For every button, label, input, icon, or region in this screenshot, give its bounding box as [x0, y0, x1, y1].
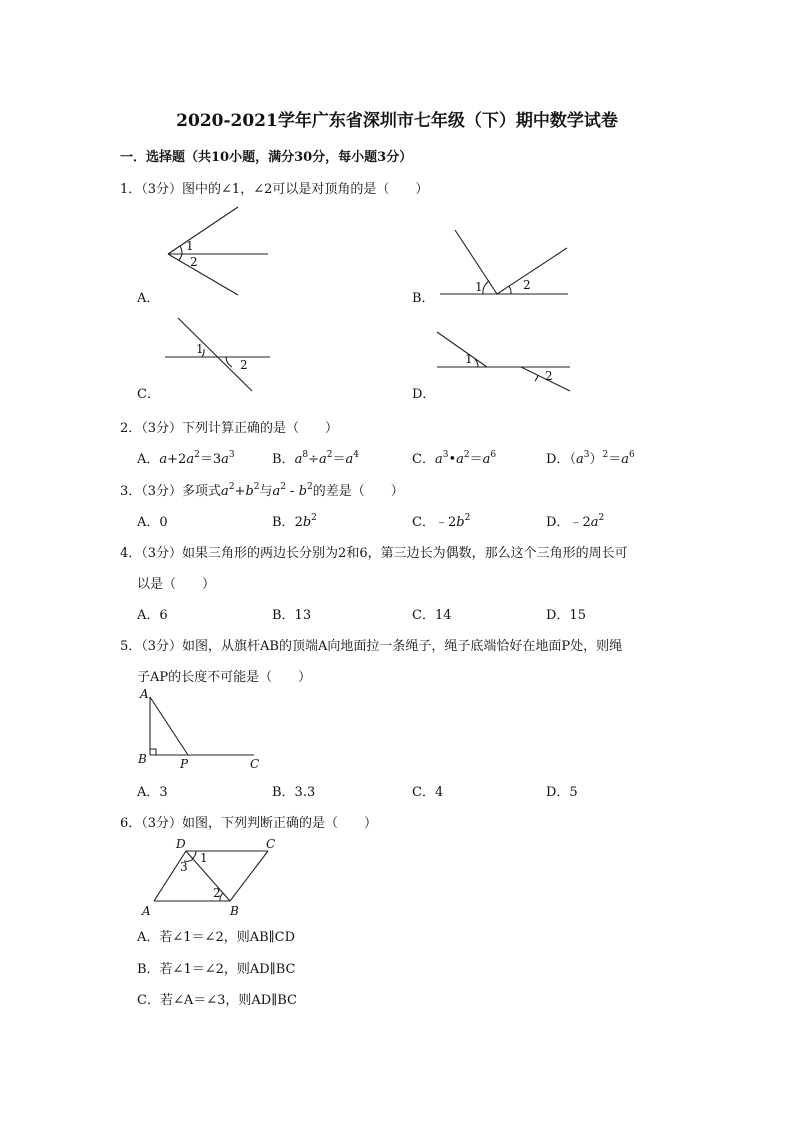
q5-label-c: C	[250, 757, 260, 771]
q1a-angle2: 2	[190, 255, 198, 269]
q5-label-a: A	[140, 687, 149, 701]
section-heading: 一．选择题（共10小题，满分30分，每小题3分）	[120, 150, 413, 165]
q1-stem: 1．（3分）图中的∠1，∠2可以是对顶角的是（ ）	[120, 182, 429, 197]
q1-figure-b	[435, 228, 575, 300]
q6-angle3: 3	[180, 860, 188, 874]
q2-option-a-label: A．	[137, 452, 160, 467]
q6-label-b: B	[230, 904, 239, 918]
q4-stem-line1: 4．（3分）如果三角形的两边长分别为2和6，第三边长为偶数，那么这个三角形的周长可	[120, 546, 628, 561]
q4-option-d[interactable]: D．15	[546, 608, 586, 623]
q6-angle2: 2	[213, 886, 221, 900]
q5-option-d[interactable]: D．5	[546, 785, 578, 800]
q2-option-c[interactable]: C．$a^3•a^2=a^6$	[412, 450, 497, 467]
q3-stem: 3．（3分）多项式$a^2+b^2$与$a^2 - b^2$的差是（ ）	[120, 482, 404, 499]
q1c-angle1: 1	[196, 342, 204, 356]
q3-stem-mid: 与	[259, 484, 273, 499]
q6-label-a: A	[142, 904, 151, 918]
q5-option-a[interactable]: A．3	[137, 785, 168, 800]
q3-option-d-label: D．	[546, 515, 570, 530]
q1-option-c[interactable]: C．	[137, 387, 160, 402]
q1-figure-a	[160, 205, 280, 300]
q6-label-d: D	[176, 837, 186, 851]
q3-stem-prefix: 3．（3分）多项式	[120, 484, 222, 499]
q3-option-b[interactable]: B．$2b^2$	[272, 513, 317, 530]
q1b-angle2: 2	[523, 278, 531, 292]
q4-stem-line2: 以是（ ）	[137, 577, 216, 592]
q6-option-c[interactable]: C．若∠A＝∠3，则AD∥BC	[137, 993, 297, 1008]
q1b-angle1: 1	[475, 280, 483, 294]
q2-option-a[interactable]: A．$a+2a^2=3a^3$	[137, 450, 235, 467]
q2-stem: 2．（3分）下列计算正确的是（ ）	[120, 421, 339, 436]
q5-label-b: B	[138, 752, 147, 766]
q5-label-p: P	[180, 757, 189, 771]
q6-option-b[interactable]: B．若∠1＝∠2，则AD∥BC	[137, 962, 296, 977]
q3-option-d[interactable]: D．$﹣2a^2$	[546, 513, 605, 530]
q2-option-c-label: C．	[412, 452, 435, 467]
q1d-angle1: 1	[465, 352, 473, 366]
q2-option-d-label: D．	[546, 452, 570, 467]
q1-figure-c	[160, 315, 280, 395]
q5-stem-line1: 5．（3分）如图，从旗杆AB的顶端A向地面拉一条绳子，绳子底端恰好在地面P处，则绳	[120, 639, 623, 654]
q5-option-c[interactable]: C．4	[412, 785, 444, 800]
q3-option-a-value: 0	[159, 515, 168, 530]
page-title: 2020-2021学年广东省深圳市七年级（下）期中数学试卷	[176, 111, 618, 131]
q1-option-b[interactable]: B．	[412, 291, 435, 306]
q6-angle1: 1	[200, 851, 208, 865]
q4-option-c[interactable]: C．14	[412, 608, 452, 623]
q5-stem-line2: 子AP的长度不可能是（ ）	[137, 670, 312, 685]
q3-option-c[interactable]: C．$﹣2b^2$	[412, 513, 471, 530]
q6-option-a[interactable]: A．若∠1＝∠2，则AB∥CD	[137, 930, 296, 945]
q1-option-a[interactable]: A．	[137, 291, 160, 306]
q4-option-b[interactable]: B．13	[272, 608, 312, 623]
q6-stem: 6．（3分）如图，下列判断正确的是（ ）	[120, 816, 378, 831]
q2-option-b-label: B．	[272, 452, 295, 467]
q2-option-d[interactable]: D．$(a^3)^2=a^6$	[546, 450, 635, 467]
q6-figure	[140, 835, 290, 917]
q1a-angle1: 1	[186, 239, 194, 253]
q5-option-b[interactable]: B．3.3	[272, 785, 316, 800]
q3-option-a[interactable]	[137, 511, 168, 530]
q1-figure-d	[435, 325, 575, 395]
q3-option-a-label: A．	[137, 515, 160, 530]
q3-stem-suffix: 的差是（ ）	[312, 484, 404, 499]
q1d-angle2: 2	[545, 369, 553, 383]
q3-option-c-label: C．	[412, 515, 435, 530]
q1-option-d[interactable]: D．	[412, 387, 436, 402]
q5-figure	[136, 688, 266, 770]
q1c-angle2: 2	[240, 358, 248, 372]
q4-option-a[interactable]: A．6	[137, 608, 168, 623]
q2-option-b[interactable]: B．$a^8\div a^2=a^4$	[272, 450, 359, 467]
q3-option-b-label: B．	[272, 515, 295, 530]
q6-label-c: C	[266, 837, 276, 851]
